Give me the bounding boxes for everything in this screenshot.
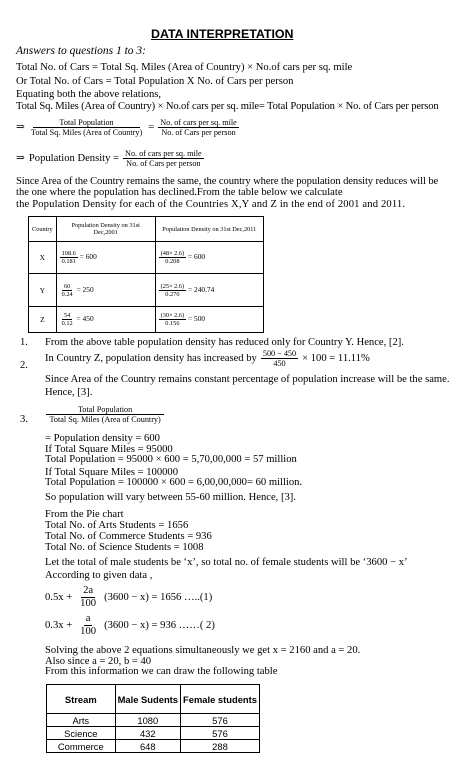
density-result: = 240.74 (188, 284, 215, 294)
table-row (47, 714, 260, 727)
page-title: DATA INTERPRETATION (151, 27, 294, 41)
pie-line-2: Total No. of Arts Students = 1656 (45, 520, 189, 531)
fraction-denominator: 100 (80, 626, 97, 637)
fraction-numerator: 2a (83, 585, 94, 596)
table-row (29, 274, 264, 307)
fraction-numerator: No. of cars per sq. mile (160, 118, 237, 127)
density-2011-cell (155, 274, 263, 307)
country-cell: X (29, 242, 57, 274)
paragraph-line-2: the one where the population has declined.From the table below we calculate (16, 187, 343, 198)
fraction-denominator: 100 (80, 598, 97, 609)
male-cell: 432 (115, 727, 180, 740)
answer-3-line-6: So population will vary between 55-60 million. Hence, [3]. (45, 492, 296, 503)
stream-cell: Science (47, 727, 116, 740)
male-cell: 648 (115, 740, 180, 753)
equals-sign: = (148, 121, 155, 133)
equation-1-lhs: 0.5x + (45, 591, 73, 603)
equation-2-lhs: 0.3x + (45, 619, 73, 631)
answer-2-text: In Country Z, population density has increased by (45, 352, 257, 364)
answer-3-number: 3. (20, 414, 28, 425)
answer-2-line-2: Since Area of the Country remains constant percentage of population increase will be the same. (45, 374, 450, 385)
density-fraction (123, 149, 204, 168)
fraction-numerator: 500 − 450 (262, 349, 297, 358)
increase-fraction (261, 349, 298, 368)
table-row (47, 727, 260, 740)
pie-line-3: Total No. of Commerce Students = 936 (45, 531, 212, 542)
solution-line-2: Also since a = 20, b = 40 (45, 656, 152, 667)
stream-cell: Arts (47, 714, 116, 727)
country-cell: Z (29, 307, 57, 333)
female-cell: 288 (181, 740, 260, 753)
answer-1-text: From the above table population density has reduced only for Country Y. Hence, [2]. (45, 337, 404, 348)
density-2001-cell (56, 274, 155, 307)
column-header: Country (29, 217, 57, 242)
equation-2-fraction (78, 613, 98, 638)
table-row (29, 307, 264, 333)
ratio-equation (16, 118, 239, 137)
fraction-numerator: 60 (64, 282, 71, 290)
density-2011-cell (155, 242, 263, 274)
column-header: Male Sudents (115, 685, 180, 714)
density-result: = 250 (76, 284, 94, 294)
answer-3-line-3: Total Population = 95000 × 600 = 5,70,00,000 = 57 million (45, 454, 297, 465)
fraction-numerator: Total Population (33, 118, 139, 128)
density-result: = 600 (188, 252, 206, 262)
solution-line-3: From this information we can draw the following table (45, 666, 278, 677)
fraction-numerator: Total Population (46, 405, 164, 415)
density-2011-cell (155, 307, 263, 333)
equation-2 (45, 613, 215, 638)
fraction-denominator: 0.12 (61, 320, 73, 327)
density-result: = 600 (79, 252, 97, 262)
cars-ratio-fraction (158, 118, 239, 137)
answer-2-line-3: Hence, [3]. (45, 387, 93, 398)
fraction-denominator: 0.181 (61, 258, 76, 265)
equation-2-rhs: (3600 − x) = 936 ……( 2) (104, 619, 215, 631)
paragraph-line-1: Since Area of the Country remains the same, the country where the population density reduces will be (16, 176, 439, 187)
answer-1-number: 1. (20, 337, 28, 348)
population-density-label: Population Density = (28, 152, 120, 164)
answer-2-number: 2. (20, 360, 28, 371)
table-header-row (29, 217, 264, 242)
answer-3-fraction-wrap (46, 405, 164, 424)
fraction-denominator: 450 (273, 359, 286, 368)
fraction-denominator: Total Sq. Miles (Area of Country) (49, 415, 161, 424)
intro-line-3: Equating both the above relations, (16, 89, 162, 100)
column-header: Population Density on 31st Dec,2001 (56, 217, 155, 242)
pie-line-6: According to given data , (45, 570, 153, 581)
answer-3-line-5: Total Population = 100000 × 600 = 6,00,00,000= 60 million. (45, 477, 303, 488)
column-header: Stream (47, 685, 116, 714)
population-area-fraction (29, 118, 144, 137)
increase-result: × 100 = 11.11% (302, 352, 370, 364)
paragraph-line-3: the Population Density for each of the Countries X,Y and Z in the end of 2001 and 2011. (16, 199, 406, 210)
column-header: Female students (181, 685, 260, 714)
answer-3-line-1: = Population density = 600 (45, 433, 160, 444)
answer-3-line-2: If Total Square Miles = 95000 (45, 444, 173, 455)
fraction-denominator: Total Sq. Miles (Area of Country) (30, 128, 143, 137)
female-cell: 576 (181, 727, 260, 740)
fraction-denominator: 0.208 (165, 258, 180, 265)
column-header: Population Density on 31st Dec,2011 (155, 217, 263, 242)
implies-symbol: ⇒ (16, 121, 25, 133)
answer-3-fraction (46, 405, 164, 424)
pie-line-1: From the Pie chart (45, 509, 124, 520)
equation-1-rhs: (3600 − x) = 1656 …..(1) (104, 591, 213, 603)
fraction-numerator: (25× 2.6) (160, 282, 185, 290)
subtitle: Answers to questions 1 to 3: (16, 45, 147, 57)
fraction-numerator: 108.6 (61, 250, 76, 257)
stream-table (46, 684, 260, 753)
intro-line-4: Total Sq. Miles (Area of Country) × No.of cars per sq. mile= Total Population × No. of Cars per person (16, 101, 439, 112)
country-cell: Y (29, 274, 57, 307)
fraction-numerator: No. of cars per sq. mile (125, 149, 202, 158)
fraction-numerator: (48× 2.6) (160, 250, 185, 257)
implies-symbol: ⇒ (16, 152, 25, 164)
intro-line-2: Or Total No. of Cars = Total Population X No. of Cars per person (16, 76, 294, 87)
equation-1 (45, 585, 212, 610)
fraction-numerator: (30× 2.6) (160, 312, 185, 319)
equation-1-fraction (78, 585, 98, 610)
pie-line-5: Let the total of male students be ‘x’, so total no. of female students will be ‘3600 − x’ (45, 557, 408, 568)
table-row (47, 740, 260, 753)
intro-line-1: Total No. of Cars = Total Sq. Miles (Area of Country) × No.of cars per sq. mile (16, 62, 353, 73)
fraction-denominator: No. of Cars per person (161, 128, 236, 137)
fraction-denominator: 0.156 (165, 320, 180, 327)
density-result: = 500 (188, 314, 206, 324)
solution-line-1: Solving the above 2 equations simultaneously we get x = 2160 and a = 20. (45, 645, 361, 656)
density-2001-cell (56, 307, 155, 333)
male-cell: 1080 (115, 714, 180, 727)
population-density-equation (16, 149, 204, 168)
stream-cell: Commerce (47, 740, 116, 753)
fraction-denominator: 0.270 (165, 290, 180, 298)
fraction-numerator: a (85, 613, 91, 624)
population-density-table (28, 216, 264, 333)
density-result: = 450 (76, 314, 94, 324)
answer-3-line-4: If Total Square Miles = 100000 (45, 467, 179, 478)
table-row (29, 242, 264, 274)
fraction-denominator: No. of Cars per person (126, 159, 201, 168)
fraction-numerator: 54 (64, 312, 71, 319)
female-cell: 576 (181, 714, 260, 727)
density-2001-cell (56, 242, 155, 274)
answer-2-line-1 (45, 349, 370, 368)
pie-line-4: Total No. of Science Students = 1008 (45, 542, 204, 553)
table-header-row (47, 685, 260, 714)
fraction-denominator: 0.24 (61, 290, 73, 298)
